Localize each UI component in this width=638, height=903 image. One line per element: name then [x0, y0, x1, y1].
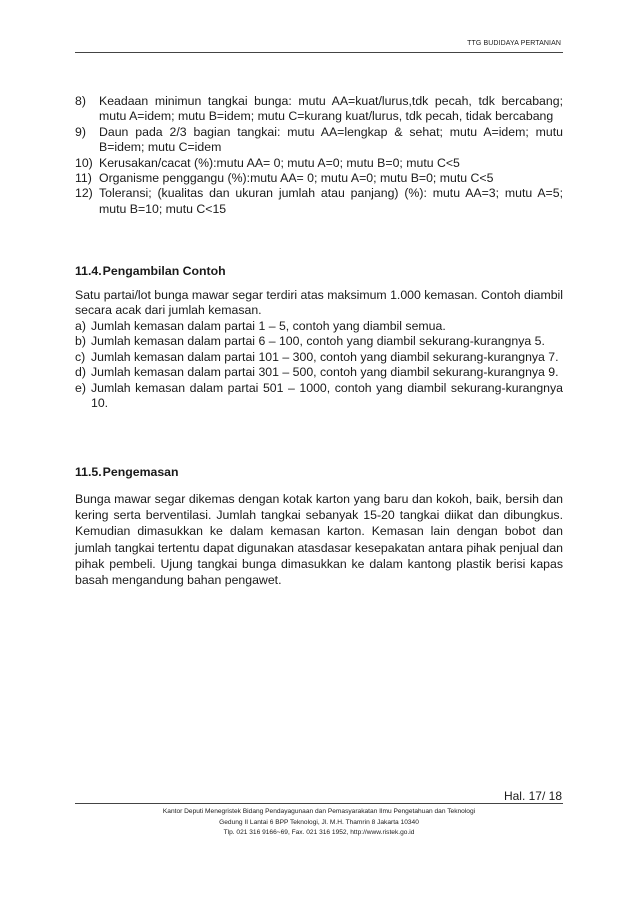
footer-line-address: Gedung II Lantai 6 BPP Teknologi, Jl. M.H. Thamrin 8 Jakarta 10340	[219, 818, 419, 826]
page-number: Hal. 17/ 18	[503, 789, 562, 803]
list-item	[75, 365, 563, 380]
item-text: Daun pada 2/3 bagian tangkai: mutu AA=lengkap & sehat; mutu A=idem; mutu B=idem; mutu C=idem	[99, 124, 563, 155]
list-item	[75, 350, 563, 365]
packaging-paragraph: Bunga mawar segar dikemas dengan kotak karton yang baru dan kokoh, baik, bersih dan kering serta berventilasi. Jumlah tangkai sebanyak 15-20 tangkai diikat dan dibungkus. Kemudian dimasukkan ke dalam kemasan karton. Kemasan lain dengan bobot dan jumlah tangkai tertentu dapat digunakan atasdasar kesepakatan antara pihak penjual dan pihak pembeli. Ujung tangkai bunga dimasukkan ke dalam kantong plastik berisi kapas basah mengandung bahan pengawet.	[75, 492, 563, 588]
section-title: Pengemasan	[102, 465, 179, 479]
item-text: Jumlah kemasan dalam partai 501 – 1000, contoh yang diambil sekurang-kurangnya 10.	[91, 380, 563, 411]
list-item	[75, 156, 563, 171]
list-item	[75, 334, 563, 349]
item-letter: e)	[75, 380, 86, 395]
item-number: 11)	[75, 171, 92, 186]
item-text: Jumlah kemasan dalam partai 301 – 500, contoh yang diambil sekurang-kurangnya 9.	[91, 365, 559, 380]
list-item	[75, 125, 563, 156]
criteria-list	[75, 94, 563, 217]
item-letter: b)	[75, 334, 86, 349]
item-text: Jumlah kemasan dalam partai 6 – 100, contoh yang diambil sekurang-kurangnya 5.	[91, 334, 545, 349]
list-item	[75, 94, 563, 125]
section-heading-sampling	[75, 264, 226, 278]
item-number: 12)	[75, 186, 93, 201]
item-text: Keadaan minimun tangkai bunga: mutu AA=kuat/lurus,tdk pecah, tdk bercabang; mutu A=idem; mutu B=idem; mutu C=kurang kuat/lurus, tdk pecah, tidak bercabang	[99, 94, 563, 124]
item-text: Toleransi; (kualitas dan ukuran jumlah atau panjang) (%): mutu AA=3; mutu A=5; mutu B=10; mutu C<15	[99, 186, 563, 216]
footer-divider	[75, 803, 563, 804]
item-number: 9)	[75, 124, 86, 139]
item-text: Jumlah kemasan dalam partai 101 – 300, contoh yang diambil sekurang-kurangnya 7.	[91, 349, 559, 364]
section-title: Pengambilan Contoh	[102, 264, 226, 278]
criteria-section	[75, 94, 563, 217]
list-item	[75, 171, 563, 186]
item-number: 10)	[75, 155, 93, 170]
list-item	[75, 381, 563, 412]
footer-line-office: Kantor Deputi Menegristek Bidang Pendayagunaan dan Pemasyarakatan Ilmu Pengetahuan dan Teknologi	[162, 808, 476, 815]
sampling-paragraph: Satu partai/lot bunga mawar segar terdiri atas maksimum 1.000 kemasan. Contoh diambil secara acak dari jumlah kemasan.	[75, 288, 564, 318]
section-heading-packaging	[75, 465, 179, 479]
footer-line-contact: Tlp. 021 316 9166~69, Fax. 021 316 1952, http://www.ristek.go.id	[223, 829, 415, 836]
sampling-list	[75, 319, 563, 411]
item-text: Jumlah kemasan dalam partai 1 – 5, contoh yang diambil semua.	[91, 319, 446, 333]
page-footer	[75, 807, 563, 839]
item-text: Organisme penggangu (%):mutu AA= 0; mutu A=0; mutu B=0; mutu C<5	[99, 171, 494, 186]
item-number: 8)	[75, 94, 86, 108]
item-letter: a)	[75, 319, 86, 333]
header-divider	[75, 52, 563, 53]
list-item	[75, 319, 563, 334]
section-number: 11.5.	[75, 465, 102, 479]
sampling-list-container	[75, 319, 563, 411]
item-letter: c)	[75, 349, 86, 364]
item-text: Kerusakan/cacat (%):mutu AA= 0; mutu A=0; mutu B=0; mutu C<5	[99, 155, 460, 170]
item-letter: d)	[75, 365, 86, 380]
list-item	[75, 186, 563, 217]
running-header: TTG BUDIDAYA PERTANIAN	[467, 40, 561, 47]
section-number: 11.4.	[75, 264, 102, 278]
